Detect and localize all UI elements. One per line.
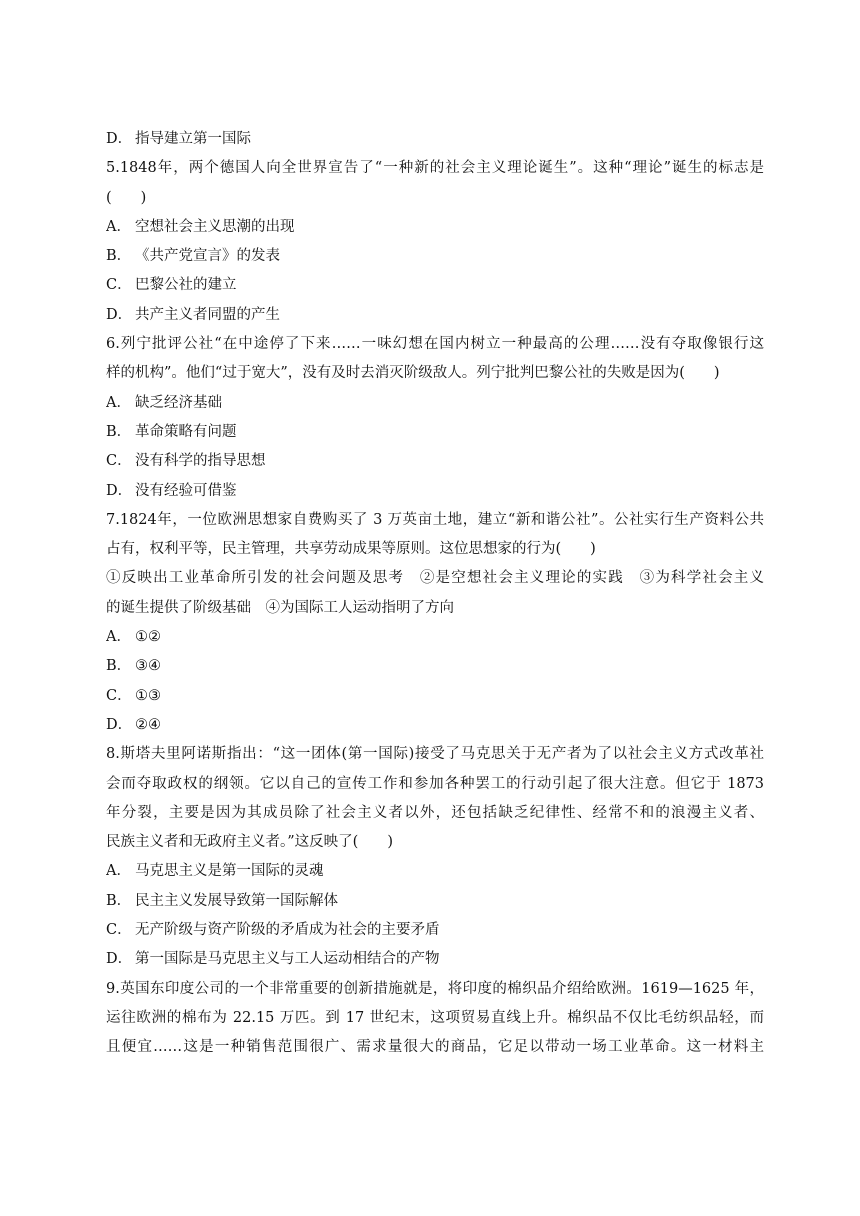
q6-option-c [106,447,764,476]
option-text: 缺乏经济基础 [135,394,222,411]
option-letter: A． [106,394,131,411]
option-letter: C． [106,687,132,704]
option-letter: A． [106,863,131,880]
q7-option-c [106,682,764,711]
option-text: 第一国际是马克思主义与工人运动相结合的产物 [135,951,440,968]
option-text: 民主主义发展导致第一国际解体 [135,892,338,909]
q8-option-c [106,916,764,945]
option-letter: B． [106,248,132,265]
option-text: ③④ [135,658,161,675]
option-text: 无产阶级与资产阶级的矛盾成为社会的主要矛盾 [135,922,440,939]
q5-stem-line-2: ( ) [106,189,147,206]
option-text: 没有经验可借鉴 [135,482,237,499]
q7-option-d [106,711,764,740]
option-text: 革命策略有问题 [135,423,237,440]
q9-stem-line-2: 运往欧洲的棉布为 22.15 万匹。到 17 世纪末，这项贸易直线上升。棉织品不仅比毛纺织品轻，而 [106,1009,764,1026]
option-letter: B． [106,658,132,675]
option-text: ①③ [135,687,161,704]
option-letter: D． [106,482,133,499]
option-letter: B． [106,892,132,909]
option-text: 空想社会主义思潮的出现 [135,218,295,235]
q4-option-d [106,125,764,154]
q8-stem-line-2: 会而夺取政权的纲领。它以自己的宣传工作和参加各种罢工的行动引起了很大注意。但它于 1873 [106,775,764,792]
q6-option-d [106,477,764,506]
q6-option-a [106,389,764,418]
q9-stem-line-3: 且便宜……这是一种销售范围很广、需求量很大的商品，它足以带动一场工业革命。这一材料主 [106,1039,764,1056]
q6-option-b [106,418,764,447]
q8-option-d [106,945,764,974]
document-page [106,125,764,1063]
q9-stem-line-1: 9.英国东印度公司的一个非常重要的创新措施就是，将印度的棉织品介绍给欧洲。1619—1625 年， [106,980,764,997]
option-letter: D． [106,131,133,147]
q8-stem-line-4: 民族主义者和无政府主义者。”这反映了( ) [106,834,393,851]
option-text: 指导建立第一国际 [135,131,251,147]
q6-stem-line-2: 样的机构”。他们“过于宽大”，没有及时去消灭阶级敌人。列宁批判巴黎公社的失败是因为( ) [106,365,720,382]
option-letter: A． [106,629,131,646]
q8-stem-line-1: 8.斯塔夫里阿诺斯指出：“这一团体(第一国际)接受了马克思关于无产者为了以社会主义方式改革社 [106,746,764,763]
q7-stem-line-2: 占有，权利平等，民主管理，共享劳动成果等原则。这位思想家的行为( ) [106,541,596,558]
option-text: 巴黎公社的建立 [135,277,237,294]
q8-option-b [106,887,764,916]
q8-option-a [106,857,764,886]
q7-stem-line-4: 的诞生提供了阶级基础 ④为国际工人运动指明了方向 [106,599,454,616]
option-letter: D． [106,306,133,323]
q6-stem-line-1: 6.列宁批评公社“在中途停了下来……一味幻想在国内树立一种最高的公理……没有夺取像银行这 [106,336,764,353]
option-letter: A． [106,218,131,235]
option-text: 共产主义者同盟的产生 [135,306,280,323]
option-text: 没有科学的指导思想 [135,453,266,470]
q8-stem-line-3: 年分裂，主要是因为其成员除了社会主义者以外，还包括缺乏纪律性、经常不和的浪漫主义者、 [106,804,764,821]
q5-option-d [106,301,764,330]
q5-option-a [106,213,764,242]
option-text: ①② [135,629,161,646]
option-letter: C． [106,453,132,470]
option-letter: D． [106,716,133,733]
q5-stem-line-1: 5.1848年，两个德国人向全世界宣告了“一种新的社会主义理论诞生”。这种“理论”诞生的标志是 [106,160,764,177]
option-letter: C． [106,922,132,939]
q7-option-a [106,623,764,652]
option-text: 《共产党宣言》的发表 [135,248,280,265]
q5-option-c [106,271,764,300]
option-letter: C． [106,277,132,294]
option-letter: D． [106,951,133,968]
q7-stem-line-1: 7.1824年，一位欧洲思想家自费购买了 3 万英亩土地，建立“新和谐公社”。公社实行生产资料公共 [106,511,764,528]
q7-stem-line-3: ①反映出工业革命所引发的社会问题及思考 ②是空想社会主义理论的实践 ③为科学社会主义 [106,570,764,587]
option-letter: B． [106,423,132,440]
option-text: 马克思主义是第一国际的灵魂 [135,863,324,880]
q5-option-b [106,242,764,271]
option-text: ②④ [135,716,161,733]
q7-option-b [106,652,764,681]
